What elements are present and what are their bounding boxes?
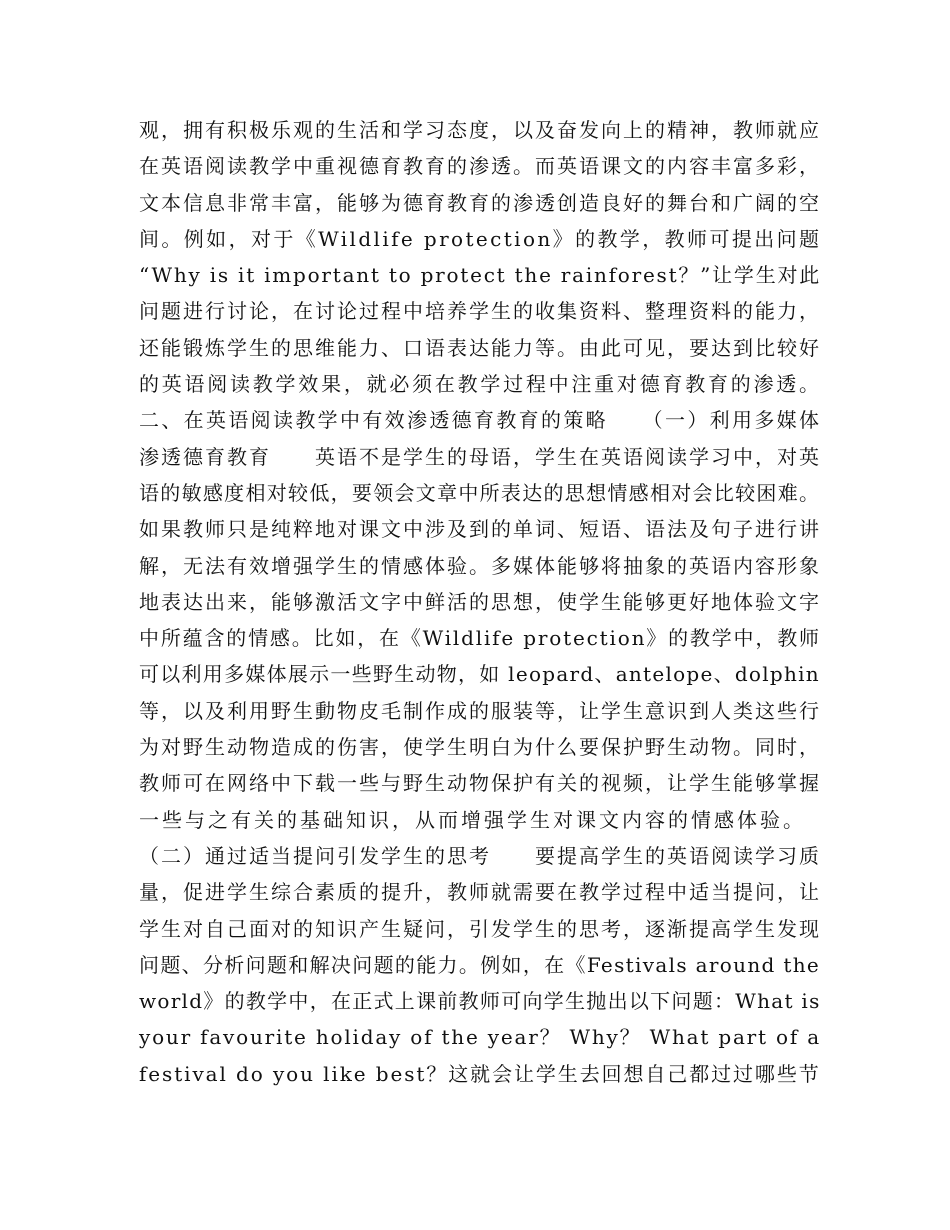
text-line: world》的教学中，在正式上课前教师可向学生抛出以下问题：What is bbox=[139, 989, 821, 1014]
text-line: 渗透德育教育 英语不是学生的母语，学生在英语阅读学习中，对英 bbox=[139, 444, 821, 469]
text-line: 解，无法有效增强学生的情感体验。多媒体能够将抽象的英语内容形象 bbox=[139, 553, 821, 578]
text-line: 量，促进学生综合素质的提升，教师就需要在教学过程中适当提问，让 bbox=[139, 880, 821, 905]
text-line: 语的敏感度相对较低，要领会文章中所表达的思想情感相对会比较困难。 bbox=[139, 480, 821, 505]
body-text bbox=[139, 112, 822, 1092]
text-line: 如果教师只是纯粹地对课文中涉及到的单词、短语、语法及句子进行讲 bbox=[139, 517, 821, 542]
text-line: 地表达出来，能够激活文字中鲜活的思想，使学生能够更好地体验文字 bbox=[139, 589, 821, 614]
text-line: 文本信息非常丰富，能够为德育教育的渗透创造良好的舞台和广阔的空 bbox=[139, 190, 821, 215]
text-line: 学生对自己面对的知识产生疑问，引发学生的思考，逐渐提高学生发现 bbox=[139, 916, 821, 941]
text-line: （二）通过适当提问引发学生的思考 要提高学生的英语阅读学习质 bbox=[139, 843, 821, 868]
text-line: 可以利用多媒体展示一些野生动物，如 leopard、antelope、dolphin bbox=[139, 662, 820, 687]
text-line: 中所蕴含的情感。比如，在《Wildlife protection》的教学中，教师 bbox=[139, 626, 821, 651]
text-line: 在英语阅读教学中重视德育教育的渗透。而英语课文的内容丰富多彩， bbox=[139, 154, 821, 179]
text-line: “Why is it important to protect the rainforest？”让学生对此 bbox=[139, 263, 822, 288]
text-line: 问题、分析问题和解决问题的能力。例如，在《Festivals around the bbox=[139, 952, 821, 977]
text-line: 还能锻炼学生的思维能力、口语表达能力等。由此可见，要达到比较好 bbox=[139, 335, 821, 360]
text-line: 间。例如，对于《Wildlife protection》的教学，教师可提出问题 bbox=[139, 226, 822, 251]
text-line: 观，拥有积极乐观的生活和学习态度，以及奋发向上的精神，教师就应 bbox=[139, 118, 821, 142]
text-line: festival do you like best？这就会让学生去回想自己都过过哪些节 bbox=[139, 1061, 821, 1086]
text-line: 教师可在网络中下载一些与野生动物保护有关的视频，让学生能够掌握 bbox=[139, 771, 821, 796]
text-line: your favourite holiday of the year？ Why？ What part of a bbox=[139, 1025, 821, 1050]
text-line: 问题进行讨论，在讨论过程中培养学生的收集资料、整理资料的能力， bbox=[139, 299, 821, 324]
text-line: 等，以及利用野生動物皮毛制作成的服装等，让学生意识到人类这些行 bbox=[139, 698, 821, 723]
text-line: 的英语阅读教学效果，就必须在教学过程中注重对德育教育的渗透。 bbox=[139, 372, 822, 397]
text-line: 一些与之有关的基础知识，从而增强学生对课文内容的情感体验。 bbox=[139, 807, 806, 832]
text-line: 二、在英语阅读教学中有效渗透德育教育的策略 （一）利用多媒体 bbox=[139, 408, 822, 433]
text-line: 为对野生动物造成的伤害，使学生明白为什么要保护野生动物。同时， bbox=[139, 735, 821, 760]
